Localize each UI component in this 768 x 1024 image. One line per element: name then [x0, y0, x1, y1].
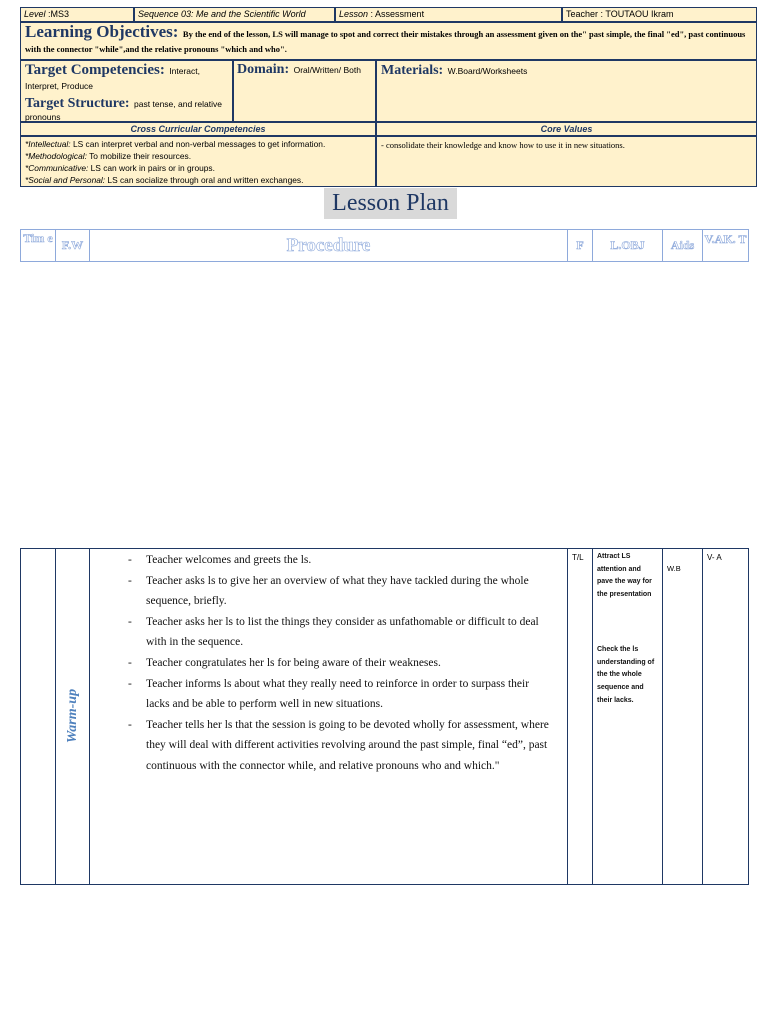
cc-item-text: To mobilize their resources. — [89, 151, 192, 161]
warmup-stage-cell — [56, 549, 90, 884]
cc-item-text: LS can work in pairs or in groups. — [90, 163, 215, 173]
warmup-stage-label: Warm-up — [65, 688, 80, 744]
structure-title: Target Structure: — [25, 96, 130, 111]
structure-text: past tense, and relative pronouns — [25, 99, 222, 122]
cc-item — [25, 162, 371, 174]
cc-item-label: *Communicative: — [25, 163, 89, 173]
cc-item-text: LS can socialize through oral and written exchanges. — [107, 175, 304, 185]
header-procedure: Procedure — [90, 230, 568, 261]
cc-item-text: LS can interpret verbal and non-verbal messages to get information. — [72, 139, 326, 149]
materials-text: W.Board/Worksheets — [447, 66, 528, 76]
domain-text: Oral/Written/ Both — [293, 65, 361, 75]
header-f: F — [568, 230, 593, 261]
header-fw: F.W — [56, 230, 90, 261]
sequence-text: Sequence 03: Me and the Scientific World — [138, 9, 306, 19]
procedure-step: - Teacher informs ls about what they really need to reinforce in order to surpass their lacks and be able to perform well in new situations. — [128, 674, 555, 715]
lesson-value: : Assessment — [370, 9, 425, 19]
materials-title: Materials: — [381, 63, 444, 78]
warmup-time-cell — [21, 549, 56, 884]
core-values-title: Core Values — [376, 122, 757, 136]
procedure-step: - Teacher asks ls to give her an overview of what they have tackled during the whole sequence, briefly. — [128, 571, 555, 612]
warmup-f-cell: T/L — [568, 549, 593, 884]
warmup-row — [20, 548, 749, 885]
learning-objectives — [20, 22, 757, 60]
objectives-title: Learning Objectives: — [25, 22, 179, 41]
procedure-step: - Teacher welcomes and greets the ls. — [128, 550, 555, 571]
level-cell — [20, 7, 134, 22]
procedure-list — [128, 550, 555, 777]
header-vakt: V.AK. T — [704, 232, 747, 246]
sequence-cell — [134, 7, 335, 22]
warmup-vakt-cell: V- A — [707, 553, 722, 562]
level-value: :MS3 — [48, 9, 70, 19]
cc-item — [25, 174, 371, 186]
lesson-plan-title: Lesson Plan — [324, 188, 457, 219]
competencies-text: Interact, Interpret, Produce — [25, 66, 200, 91]
procedure-step: - Teacher tells her ls that the session is going to be devoted wholly for assessment, where they will deal with different activities revolving around the past simple, final “ed”, past continuous with the connector while, and relative pronouns who and which." — [128, 715, 555, 777]
lobj-text-1: Attract LS attention and pave the way for the presentation — [597, 553, 652, 599]
warmup-lobj-cell — [593, 549, 663, 884]
lesson-label: Lesson — [339, 9, 369, 19]
lesson-cell — [335, 7, 562, 22]
materials-cell — [376, 60, 757, 122]
teacher-name: Teacher : TOUTAOU Ikram — [566, 9, 674, 19]
procedure-step: - Teacher asks her ls to list the things they consider as unfathomable or difficult to deal with in the sequence. — [128, 612, 555, 653]
header-time: Tim e — [21, 230, 56, 261]
cc-item — [25, 138, 371, 150]
cc-item-label: *Social and Personal: — [25, 175, 106, 185]
lobj-text-2: Check the ls understanding of the the whole sequence and their lacks. — [597, 645, 655, 704]
objectives-text: By the end of the lesson, LS will manage to spot and correct their mistakes through an assessment given on the" past simple, the final "ed", past continuous with the connector "while",and the relative pronouns "which and who". — [25, 29, 746, 54]
cc-item-label: *Methodological: — [25, 151, 87, 161]
teacher-cell — [562, 7, 757, 22]
target-competencies — [20, 60, 233, 122]
header-aids: Aids — [663, 230, 703, 261]
cc-item — [25, 150, 371, 162]
cc-item-label: *Intellectual: — [25, 139, 71, 149]
header-lobj: L.OBJ — [593, 230, 663, 261]
warmup-aids-cell: W.B — [663, 549, 703, 884]
plan-header-row — [20, 229, 749, 262]
cross-curricular-title: Cross Curricular Competencies — [20, 122, 376, 136]
domain-cell — [233, 60, 376, 122]
competencies-title: Target Competencies: — [25, 62, 165, 78]
warmup-procedure-cell — [90, 549, 568, 884]
level-label: Level — [24, 9, 46, 19]
cross-curricular-list — [20, 136, 376, 187]
procedure-step: - Teacher congratulates her ls for being aware of their weakneses. — [128, 653, 555, 674]
core-values-text: - consolidate their knowledge and know how to use it in new situations. — [376, 136, 757, 187]
domain-title: Domain: — [237, 62, 290, 77]
